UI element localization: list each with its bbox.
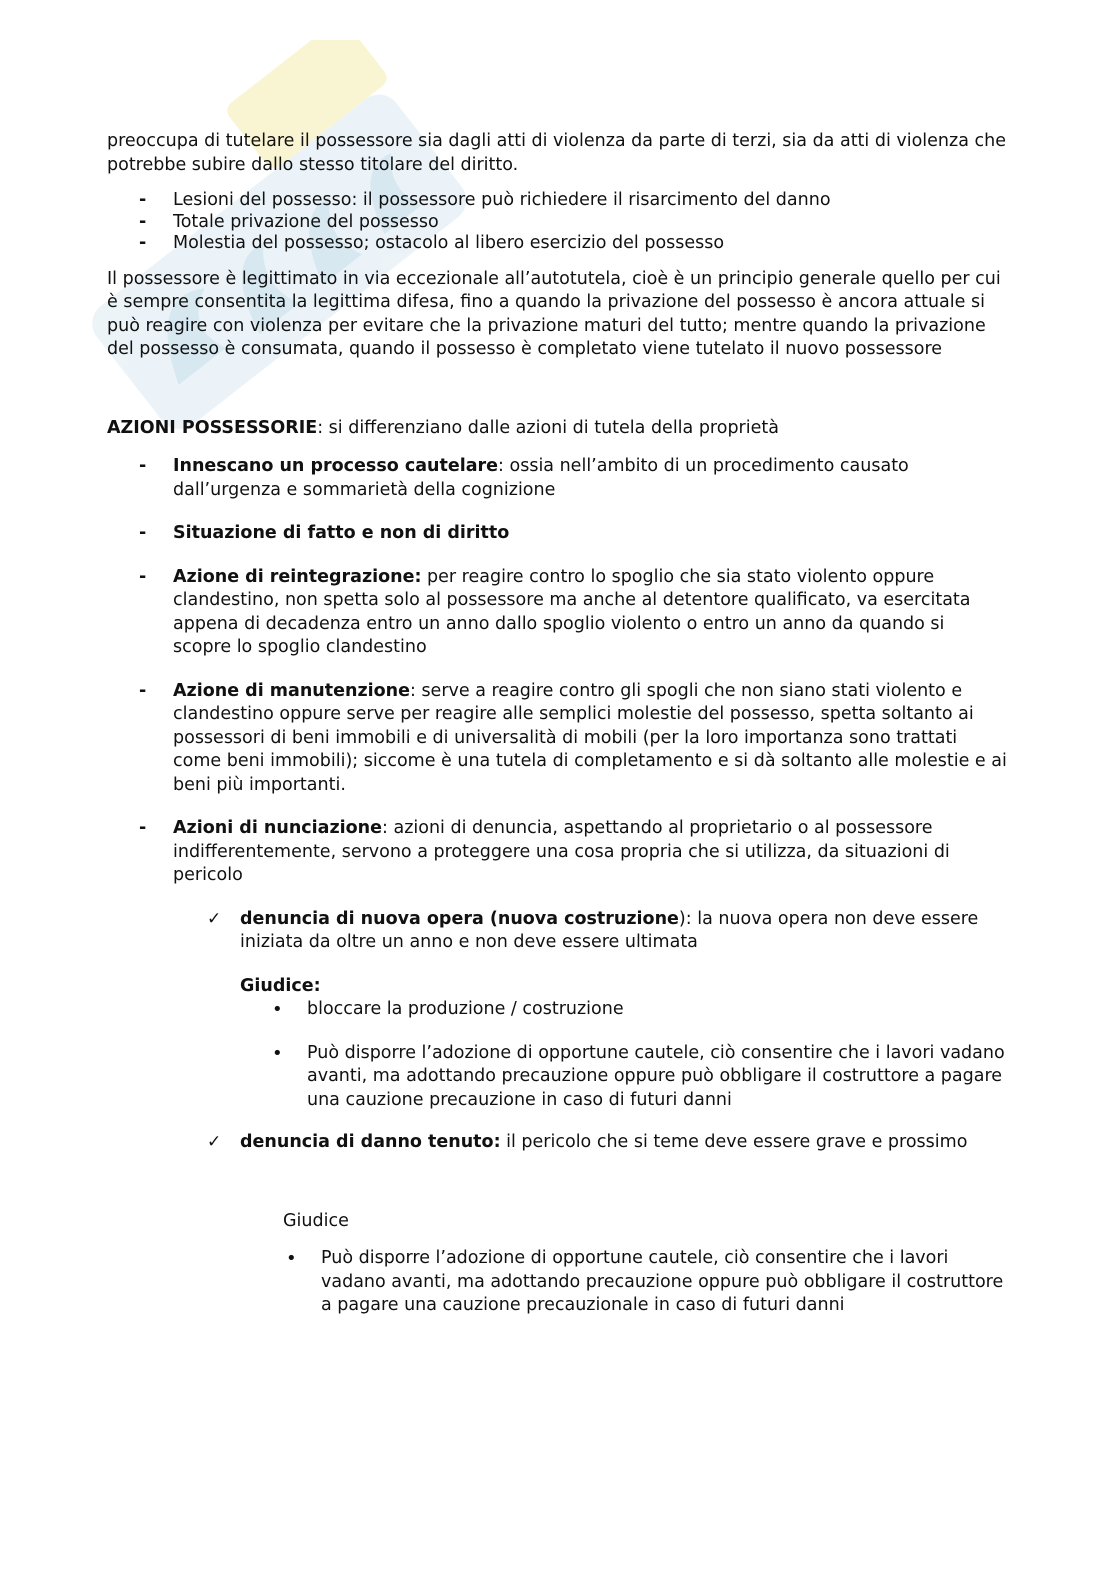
list-item: - Situazione di fatto e non di diritto bbox=[107, 522, 1007, 546]
check-icon: ✓ bbox=[207, 1132, 222, 1152]
giudice-bullets bbox=[240, 998, 1007, 1112]
list-item: - Azione di manutenzione: serve a reagire contro gli spogli che non siano stati violento e clandestino oppure serve per reagire alle semplici molestie del possesso, spetta soltanto ai possessori di beni immobili e di universalità di mobili (per la loro importanza sono trattati come beni immobili); siccome è una tutela di completamento e si dà soltanto alle molestie e ai beni più importanti. bbox=[139, 680, 1007, 795]
dash-marker: - bbox=[139, 680, 147, 701]
dash-marker: - bbox=[139, 818, 147, 838]
section-heading: AZIONI POSSESSORIE: si differenziano dalle azioni di tutela della proprietà bbox=[107, 417, 779, 438]
list-item: - Lesioni del possesso: il possessore può richiedere il risarcimento del danno bbox=[139, 190, 831, 210]
check-icon: ✓ bbox=[207, 908, 222, 929]
nunciazione-list bbox=[107, 908, 1007, 1155]
azioni-list bbox=[107, 455, 1007, 888]
list-item: • Può disporre l’adozione di opportune cautele, ciò consentire che i lavori vadano avanti, ma adottando precauzione oppure può obbligare il costruttore a pagare una cauzione precauzionale in caso di futuri danni bbox=[286, 1248, 1004, 1315]
list-item: • bloccare la produzione / costruzione bbox=[272, 999, 624, 1020]
giudice-label: Giudice bbox=[283, 1210, 349, 1231]
dash-marker: - bbox=[139, 523, 147, 543]
dash-marker: - bbox=[139, 211, 147, 232]
list-item: ✓ denuncia di nuova opera (nuova costruzione): la nuova opera non deve essere iniziata da oltre un anno e non deve essere ultimata Giudice: • bloccare la produzione / costruzione • Può disporre l’adozione di opportune cautele, ciò consentire che i lavori vadano avanti, ma adottando precauzione oppure può obbligare il costruttore a pagare una cauzione precauzione in caso di futuri danni bbox=[107, 908, 1007, 1113]
list-item: • Può disporre l’adozione di opportune cautele, ciò consentire che i lavori vadano avanti, ma adottando precauzione oppure può obbligare il costruttore a pagare una cauzione precauzione in caso di futuri danni bbox=[272, 1042, 1005, 1110]
dash-marker: - bbox=[139, 190, 147, 210]
intro-paragraph: preoccupa di tutelare il possessore sia dagli atti di violenza da parte di terzi, sia da atti di violenza che potrebbe subire dallo stesso titolare del diritto. bbox=[107, 131, 1006, 175]
bullet-marker: • bbox=[272, 1042, 283, 1064]
bullet-marker: • bbox=[272, 999, 283, 1020]
dash-marker: - bbox=[139, 233, 147, 253]
autotutela-paragraph: Il possessore è legittimato in via eccezionale all’autotutela, cioè è un principio generale quello per cui è sempre consentita la legittima difesa, fino a quando la privazione del possesso è ancora attuale si può reagire con violenza per evitare che la privazione maturi del tutto; mentre quando la privazione del possesso è consumata, quando il possesso è completato viene tutelato il nuovo possessore bbox=[107, 268, 1001, 359]
giudice-block bbox=[107, 1210, 1007, 1318]
list-item: - Innescano un processo cautelare: ossia nell’ambito di un procedimento causato dall’urgenza e sommarietà della cognizione bbox=[139, 456, 909, 500]
list-item: - Molestia del possesso; ostacolo al libero esercizio del possesso bbox=[139, 233, 725, 253]
document-page bbox=[107, 130, 1007, 1318]
list-item: - Azioni di nunciazione: azioni di denuncia, aspettando al proprietario o al possessore indifferentemente, servono a proteggere una cosa propria che si utilizza, da situazioni di pericolo bbox=[139, 818, 950, 885]
dash-marker: - bbox=[139, 566, 147, 587]
giudice-label: Giudice: bbox=[240, 975, 321, 996]
list-item: - Azione di reintegrazione: per reagire contro lo spoglio che sia stato violento oppure clandestino, non spetta solo al possessore ma anche al detentore qualificato, va esercitata appena di decadenza entro un anno dallo spoglio violento o entro un anno da quando si scopre lo spoglio clandestino bbox=[139, 566, 971, 657]
giudice-bullets bbox=[283, 1247, 1007, 1318]
bullet-marker: • bbox=[286, 1248, 297, 1269]
list-item: - Totale privazione del possesso bbox=[139, 211, 439, 232]
lesioni-list bbox=[107, 190, 1007, 255]
list-item: ✓ denuncia di danno tenuto: il pericolo che si teme deve essere grave e prossimo bbox=[107, 1131, 1007, 1155]
dash-marker: - bbox=[139, 456, 147, 476]
